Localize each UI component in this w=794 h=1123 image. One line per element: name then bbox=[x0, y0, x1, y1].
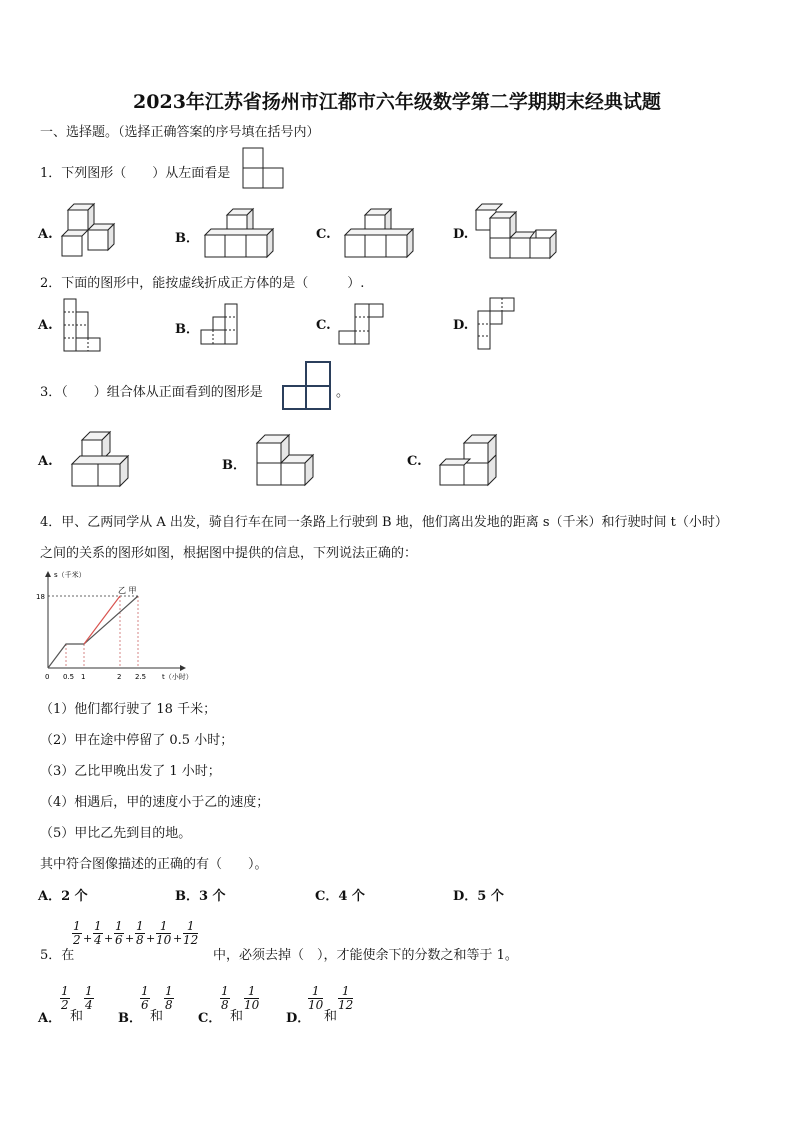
q3-option-a-cubes[interactable] bbox=[72, 432, 132, 488]
q5-suffix: 中，必须去掉（ ），才能使余下的分数之和等于 1。 bbox=[213, 948, 518, 963]
x-axis-label: t（小时） bbox=[162, 673, 193, 681]
q4-option-c[interactable]: C．4 个 bbox=[315, 889, 365, 904]
q5-option-fraction-b: $\frac{1}{12}$ bbox=[338, 984, 354, 1012]
q5-plus-sign: + bbox=[173, 932, 183, 945]
section-heading: 一、选择题。（选择正确答案的序号填在括号内） bbox=[40, 125, 320, 140]
q1-option-b-label[interactable]: B． bbox=[175, 231, 199, 246]
x-tick-label: 0.5 bbox=[63, 673, 75, 681]
q4-statement-4: （4）相遇后，甲的速度小于乙的速度； bbox=[40, 795, 270, 810]
q5-option-and: 和 bbox=[70, 1009, 84, 1024]
q5-prefix: 5．在 bbox=[40, 948, 75, 963]
q4-question: 其中符合图像描述的正确的有（ ）。 bbox=[40, 857, 268, 872]
q5-option-fraction-a: $\frac{1}{8}$ bbox=[221, 984, 229, 1012]
q5-sum-fraction: $\frac{1}{8}$ bbox=[136, 919, 144, 947]
q5-sum-fraction: $\frac{1}{10}$ bbox=[156, 919, 172, 947]
q5-option-label[interactable]: B． bbox=[118, 1011, 142, 1026]
q5-sum-fraction: $\frac{1}{6}$ bbox=[115, 919, 123, 947]
q5-sum-fraction: $\frac{1}{12}$ bbox=[183, 919, 199, 947]
series-line-乙 bbox=[84, 596, 120, 644]
q2-option-a-net[interactable] bbox=[64, 299, 104, 353]
q5-plus-sign: + bbox=[83, 932, 93, 945]
q1-option-d-cubes[interactable] bbox=[476, 204, 570, 262]
q4-statement-5: （5）甲比乙先到目的地。 bbox=[40, 826, 192, 841]
q4-statement-2: （2）甲在途中停留了 0.5 小时； bbox=[40, 733, 234, 748]
q4-distance-time-chart bbox=[30, 566, 193, 686]
page-title: 2023年江苏省扬州市江都市六年级数学第二学期期末经典试题 bbox=[133, 91, 661, 113]
q2-option-d-label[interactable]: D. bbox=[453, 318, 469, 333]
q1-option-a-label[interactable]: A. bbox=[38, 227, 53, 242]
x-tick-label: 1 bbox=[81, 673, 86, 681]
q4-text-line1: 4．甲、乙两同学从 A 出发，骑自行车在同一条路上行驶到 B 地，他们离出发地的距离 s（千米）和行驶时间 t（小时） bbox=[40, 515, 728, 530]
q2-option-c-net[interactable] bbox=[339, 304, 385, 346]
q1-option-a-cubes[interactable] bbox=[62, 204, 122, 260]
legend-label: 乙 甲 bbox=[118, 586, 137, 595]
q5-option-and: 和 bbox=[324, 1009, 338, 1024]
q4-option-b[interactable]: B．3 个 bbox=[175, 889, 226, 904]
q5-option-fraction-b: $\frac{1}{4}$ bbox=[85, 984, 93, 1012]
q2-option-b-net[interactable] bbox=[201, 304, 241, 346]
q1-left-view-figure bbox=[243, 148, 285, 190]
q5-option-fraction-a: $\frac{1}{10}$ bbox=[308, 984, 324, 1012]
q3-option-c-label[interactable]: C. bbox=[407, 454, 422, 469]
q5-option-label[interactable]: C． bbox=[198, 1011, 222, 1026]
q3-option-b-label[interactable]: B． bbox=[222, 458, 246, 473]
q2-option-d-net[interactable] bbox=[478, 298, 518, 352]
q5-option-and: 和 bbox=[150, 1009, 164, 1024]
q5-plus-sign: + bbox=[146, 932, 156, 945]
q3-option-c-cubes[interactable] bbox=[440, 435, 500, 489]
y-axis-label: s（千米） bbox=[54, 571, 86, 579]
q5-sum-fraction: $\frac{1}{4}$ bbox=[94, 919, 102, 947]
q2-text: 2．下面的图形中，能按虚线折成正方体的是（ ）. bbox=[40, 276, 365, 291]
q5-option-label[interactable]: A． bbox=[38, 1011, 62, 1026]
x-tick-label: 2.5 bbox=[135, 673, 147, 681]
q4-text-line2: 之间的关系的图形如图，根据图中提供的信息，下列说法正确的： bbox=[40, 546, 418, 561]
q5-option-and: 和 bbox=[230, 1009, 244, 1024]
q4-option-d[interactable]: D．5 个 bbox=[453, 889, 504, 904]
q1-option-d-label[interactable]: D. bbox=[453, 227, 469, 242]
q4-statement-3: （3）乙比甲晚出发了 1 小时； bbox=[40, 764, 221, 779]
q2-option-b-label[interactable]: B． bbox=[175, 322, 199, 337]
q5-option-fraction-b: $\frac{1}{8}$ bbox=[165, 984, 173, 1012]
q1-option-c-label[interactable]: C. bbox=[316, 227, 331, 242]
q2-option-a-label[interactable]: A. bbox=[38, 318, 53, 333]
q3-option-b-cubes[interactable] bbox=[257, 435, 319, 487]
y-tick-label: 18 bbox=[36, 593, 45, 601]
q5-option-label[interactable]: D． bbox=[286, 1011, 311, 1026]
q3-front-view-figure bbox=[282, 361, 332, 411]
q5-sum-fraction: $\frac{1}{2}$ bbox=[73, 919, 81, 947]
q4-statement-1: （1）他们都行驶了 18 千米； bbox=[40, 702, 217, 717]
q5-option-fraction-a: $\frac{1}{6}$ bbox=[141, 984, 149, 1012]
q4-option-a[interactable]: A．2 个 bbox=[38, 889, 88, 904]
q1-option-c-cubes[interactable] bbox=[345, 209, 417, 261]
q3-option-a-label[interactable]: A. bbox=[38, 454, 53, 469]
q5-option-fraction-b: $\frac{1}{10}$ bbox=[244, 984, 260, 1012]
q3-text: 3．（ ）组合体从正面看到的图形是 bbox=[40, 385, 263, 400]
x-tick-label: 2 bbox=[117, 673, 122, 681]
q2-option-c-label[interactable]: C. bbox=[316, 318, 331, 333]
q5-plus-sign: + bbox=[125, 932, 135, 945]
x-tick-label: 0 bbox=[45, 673, 50, 681]
q3-suffix: 。 bbox=[336, 385, 350, 400]
q5-plus-sign: + bbox=[104, 932, 114, 945]
q1-text: 1．下列图形（ ）从左面看是 bbox=[40, 166, 231, 181]
q1-option-b-cubes[interactable] bbox=[205, 209, 277, 261]
q5-option-fraction-a: $\frac{1}{2}$ bbox=[61, 984, 69, 1012]
